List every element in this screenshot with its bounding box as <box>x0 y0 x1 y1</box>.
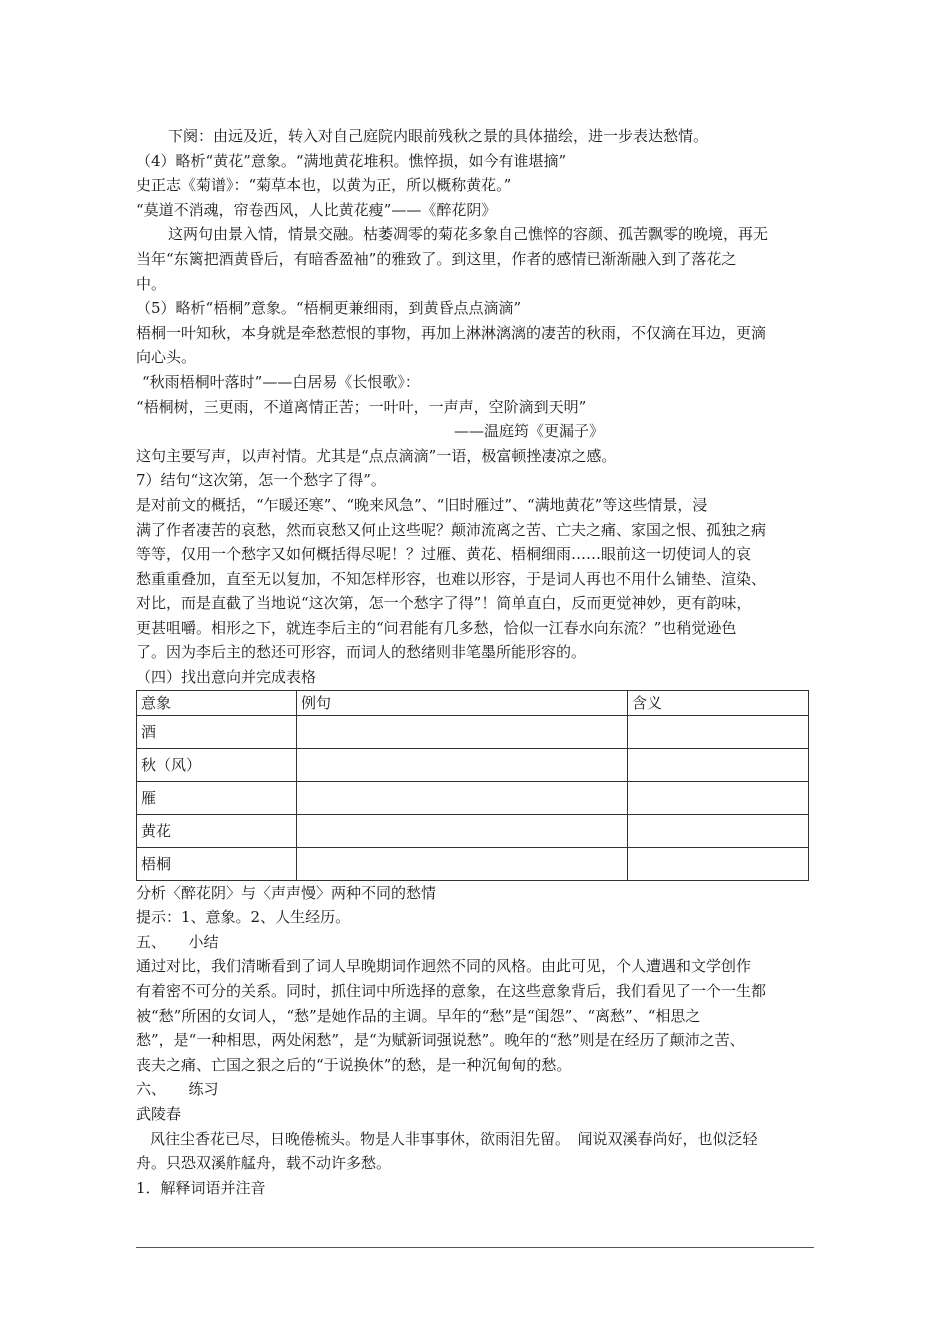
text-line: 通过对比，我们清晰看到了词人早晚期词作迥然不同的风格。由此可见，个人遭遇和文学创作 <box>136 957 752 976</box>
text-line: “秋雨梧桐叶落时”——白居易《长恨歌》： <box>142 372 420 391</box>
table-row <box>137 715 809 748</box>
table-cell-example[interactable] <box>297 781 628 814</box>
table-row <box>137 781 809 814</box>
text-line: 丧夫之痛、亡国之狠之后的“于说换休”的愁，是一种沉甸甸的愁。 <box>136 1055 572 1074</box>
poem-title: 武陵春 <box>136 1105 182 1123</box>
table-row <box>137 748 809 781</box>
table-row <box>137 814 809 847</box>
text-line: 是对前文的概括，“乍暖还寒”、“晚来风急”、“旧时雁过”、“满地黄花”等这些情景，浸 <box>136 495 708 514</box>
attribution-line: ——温庭筠《更漏子》 <box>454 422 605 441</box>
text-line: 下阕：由远及近，转入对自己庭院内眼前残秋之景的具体描绘，进一步表达愁情。 <box>168 127 709 145</box>
text-line: 等等，仅用一个愁字又如何概括得尽呢！？过雁、黄花、梧桐细雨……眼前这一切使词人的哀 <box>136 545 752 564</box>
text-line: 中。 <box>136 274 167 293</box>
poem-line: 风往尘香花已尽，日晚倦梳头。物是人非事事休，欲雨泪先留。 闻说双溪春尚好，也似泛轻 <box>150 1129 758 1148</box>
table-cell-imagery: 秋（风） <box>137 748 297 781</box>
imagery-table <box>136 690 809 881</box>
section-heading: 五、 小结 <box>136 932 219 951</box>
table-cell-meaning[interactable] <box>628 814 809 847</box>
text-line: 满了作者凄苦的哀愁，然而哀愁又何止这些呢？颠沛流离之苦、亡夫之痛、家国之恨、孤独之病 <box>136 520 767 539</box>
text-line: “莫道不消魂，帘卷西风，人比黄花瘦”——《醉花阴》 <box>136 200 497 219</box>
section-heading: （四）找出意向并完成表格 <box>136 668 317 687</box>
table-header-row <box>137 690 809 715</box>
table-cell-imagery: 雁 <box>137 781 297 814</box>
text-line: （5）略析“梧桐”意象。“梧桐更兼细雨，到黄昏点点滴滴” <box>136 299 522 318</box>
text-line: 被“愁”所困的女词人，“愁”是她作品的主调。早年的“愁”是“闺怨”、“离愁”、“相思之 <box>136 1006 701 1025</box>
text-line: 史正志《菊谱》：“菊草本也，以黄为正，所以概称黄花。” <box>136 176 512 195</box>
text-line: 对比，而是直截了当地说“这次第，怎一个愁字了得”！简单直白，反而更觉神妙，更有韵味， <box>136 594 752 613</box>
table-cell-imagery: 酒 <box>137 715 297 748</box>
text-line: 了。因为李后主的愁还可形容，而词人的愁绪则非笔墨所能形容的。 <box>136 643 587 662</box>
table-cell-example[interactable] <box>297 847 628 880</box>
table-cell-example[interactable] <box>297 814 628 847</box>
text-line: 有着密不可分的关系。同时，抓住词中所选择的意象，在这些意象背后，我们看见了一个一生都 <box>136 982 767 1001</box>
table-cell-meaning[interactable] <box>628 847 809 880</box>
table-header-cell: 含义 <box>628 690 809 715</box>
table-cell-imagery: 黄花 <box>137 814 297 847</box>
text-line: 愁重重叠加，直至无以复加，不知怎样形容，也难以形容，于是词人再也不用什么铺垫、渲染、 <box>136 569 767 588</box>
text-line: 更甚咀嚼。相形之下，就连李后主的“问君能有几多愁，恰似一江春水向东流？”也稍觉逊色 <box>136 618 737 637</box>
table-cell-example[interactable] <box>297 748 628 781</box>
text-line: 这句主要写声，以声衬情。尤其是“点点滴滴”一语，极富顿挫凄凉之感。 <box>136 446 617 465</box>
text-line: 7）结句“这次第，怎一个愁字了得”。 <box>136 471 386 490</box>
text-line: （4）略析“黄花”意象。“满地黄花堆积。憔悴损，如今有谁堪摘” <box>136 151 567 170</box>
table-header-cell: 意象 <box>137 690 297 715</box>
table-cell-meaning[interactable] <box>628 781 809 814</box>
footer-divider <box>136 1247 814 1248</box>
text-line: “梧桐树，三更雨，不道离情正苦；一叶叶，一声声，空阶滴到天明” <box>136 397 587 416</box>
table-cell-meaning[interactable] <box>628 748 809 781</box>
text-line: 向心头。 <box>136 348 197 367</box>
text-line: 分析〈醉花阴〉与〈声声慢〉两种不同的愁情 <box>136 883 437 902</box>
exercise-item: 1．解释词语并注音 <box>136 1178 266 1197</box>
table-cell-example[interactable] <box>297 715 628 748</box>
text-line: 这两句由景入情，情景交融。枯萎凋零的菊花多象自己憔悴的容颜、孤苦飘零的晚境，再无 <box>168 225 769 244</box>
text-line: 提示：1、意象。2、人生经历。 <box>136 908 351 927</box>
table-row <box>137 847 809 880</box>
text-line: 梧桐一叶知秋，本身就是牵愁惹恨的事物，再加上淋淋漓漓的凄苦的秋雨，不仅滴在耳边，更滴 <box>136 323 767 342</box>
document-page <box>136 124 816 1200</box>
text-line: 当年“东篱把酒黄昏后，有暗香盈袖”的雅致了。到这里，作者的感情已渐渐融入到了落花之 <box>136 249 737 268</box>
table-cell-imagery: 梧桐 <box>137 847 297 880</box>
text-line: 愁”，是“一种相思，两处闲愁”，是“为赋新词强说愁”。晚年的“愁”则是在经历了颠沛之苦、 <box>136 1031 745 1050</box>
poem-line: 舟。只恐双溪舴艋舟，载不动许多愁。 <box>136 1154 392 1173</box>
table-cell-meaning[interactable] <box>628 715 809 748</box>
section-heading: 六、 练习 <box>136 1080 219 1099</box>
table-header-cell: 例句 <box>297 690 628 715</box>
